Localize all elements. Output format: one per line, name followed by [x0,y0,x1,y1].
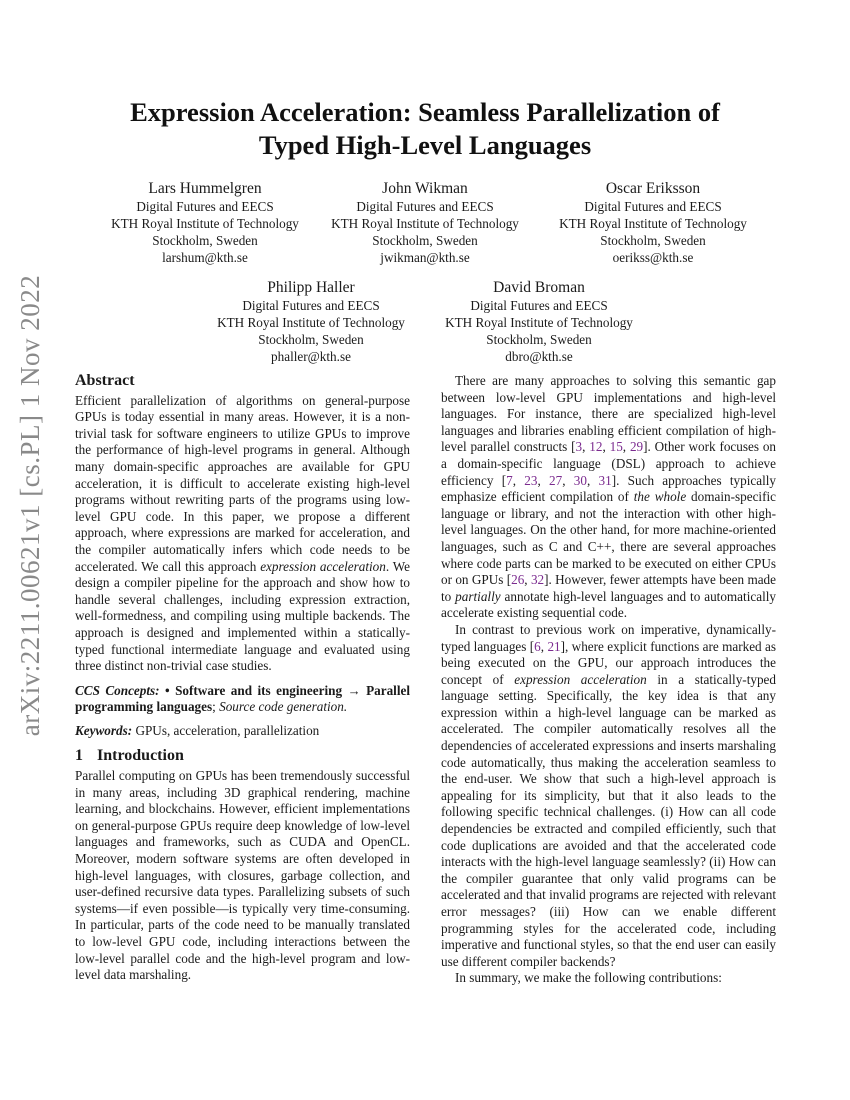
abstract-text-part: . We design a compiler pipeline for the approach and show how to handle several challenges, including expression extraction, well-formedness, and compiling using multiple backends. The approach is designed and implemented within a statically-typed functional intermediate language and evaluated using three distinct non-trivial case studies. [75,558,410,674]
citation-link[interactable]: 31 [598,472,612,488]
keywords-label: Keywords: [75,722,133,738]
author-email[interactable]: larshum@kth.se [162,250,248,265]
text-run: ]. Other work focuses on a domain-specific language (DSL) approach to achieve efficiency [ [441,439,777,488]
citation-link[interactable]: 15 [609,439,623,455]
text-run: annotate high-level languages and to automatically accelerate existing sequential code. [441,588,776,621]
text-run: in a statically-typed language setting. Specifically, the key idea is that any expression within a high-level language can be marked as accelerated. The compiler automatically resolves all the dependencies of accelerated expressions and inserts marshaling code automatically, thus making the acceleration seamless to the end-user. We show that such a high-level approach is appealing for its simplicity, but that it also leads to the following specific technical challenges. (i) How can all code dependencies be extracted and compiled efficiently, such that code duplications are avoided and that the accelerated code interacts with the high-level language seamlessly? (ii) How can the compiler guarantee that only valid programs can be accelerated and that invalid programs are rejected with relevant error messages? (iii) How can we enable different programming styles for the accelerated code, including imperative and functional styles, so that the end user can easily use different compiler backends? [441,671,776,969]
author-block [538,179,768,266]
title-line-2: Typed High-Level Languages [258,130,592,160]
keywords [75,723,410,740]
emphasis: partially [455,588,501,604]
citation-link[interactable]: 7 [506,472,513,488]
emphasis: expression acceleration [514,671,647,687]
paper-title [60,96,790,162]
abstract-heading: Abstract [75,372,135,389]
ccs-bullet: • [165,682,170,698]
right-column [441,373,776,987]
author-institution: KTH Royal Institute of Technology [445,315,633,330]
author-dept: Digital Futures and EECS [584,199,722,214]
citation-link[interactable]: 32 [530,572,545,588]
citation-link[interactable]: 23 [524,472,538,488]
author-location: Stockholm, Sweden [600,233,706,248]
author-institution: KTH Royal Institute of Technology [331,216,519,231]
author-email[interactable]: dbro@kth.se [505,349,573,364]
text-run: ]. Such approaches typically emphasize efficient compilation of [441,472,777,505]
section-number: 1 [75,747,83,765]
author-dept: Digital Futures and EECS [136,199,274,214]
title-line-1: Expression Acceleration: Seamless Parallelization of [130,97,720,127]
ccs-label: CCS Concepts: [75,682,160,698]
author-location: Stockholm, Sweden [258,332,364,347]
author-name: Lars Hummelgren [148,180,262,197]
text-run: There are many approaches to solving this semantic gap between low-level GPU implementations and high-level languages. For instance, there are specialized high-level languages and libraries enabling efficient compilation of high-level parallel constructs [ [441,373,776,455]
author-location: Stockholm, Sweden [152,233,258,248]
citation-link[interactable]: 6 [534,638,541,654]
abstract-text-part: Efficient parallelization of algorithms on general-purpose GPUs is today essential in many areas. However, it is a non-trivial task for software engineers to utilize GPUs to improve the performance of high-level programs in general. Although many domain-specific approaches are available for GPU acceleration, it is difficult to accelerate existing high-level programs without rewriting parts of the programs using low-level GPU code. In this paper, we propose a different approach, where expressions are marked for acceleration, and the compiler automatically infers which code needs to be accelerated. We call this approach [75,392,410,574]
author-name: David Broman [493,279,585,296]
arxiv-identifier: arXiv:2211.00621v1 [cs.PL] 1 Nov 2022 [15,274,46,736]
ccs-concepts [75,683,410,716]
citation-link[interactable]: 21 [547,638,561,654]
section-heading [75,748,410,765]
body-paragraph: In summary, we make the following contributions: [455,970,722,986]
left-column [75,373,410,984]
abstract-text [75,393,410,675]
arxiv-stamp [6,274,56,736]
body-paragraph: There are many approaches to solving this semantic gap between low-level GPU implementations and high-level languages. For instance, there are specialized high-level languages and libraries enabling efficient compilation of high-level parallel constructs [3, 12, 15, 29]. Other work focuses on a domain-specific language (DSL) approach to achieve efficiency [7, 23, 27, 30, 31]. Such approaches typically emphasize efficient compilation of the whole domain-specific language or library, and not the interaction with other high-level languages. On the other hand, for more machine-oriented languages, such as C and C++, there are several approaches where code parts can be marked to be executed on either CPUs or on GPUs [26, 32]. However, fewer attempts have been made to partially annotate high-level languages and to automatically accelerate existing sequential code. [441,373,777,621]
author-block [310,179,540,266]
abstract-emphasis: expression acceleration [260,558,386,574]
ccs-separator: ; [212,699,220,715]
citation-link[interactable]: 29 [629,439,644,455]
author-institution: KTH Royal Institute of Technology [111,216,299,231]
author-location: Stockholm, Sweden [486,332,592,347]
emphasis: the whole [633,489,687,505]
author-dept: Digital Futures and EECS [356,199,494,214]
citation-link[interactable]: 27 [549,472,563,488]
section-title: Introduction [97,747,184,765]
author-block [424,278,654,365]
citation-link[interactable]: 30 [573,472,587,488]
author-institution: KTH Royal Institute of Technology [559,216,747,231]
intro-paragraph: Parallel computing on GPUs has been tremendously successful in many areas, including 3D graphical rendering, machine learning, and blockchains. However, efficient implementations on general-purpose GPUs require deep knowledge of low-level languages and frameworks, such as CUDA and OpenCL. Moreover, modern software systems are often developed in high-level languages, with closures, garbage collection, and user-defined recursive data types. Parallelizing subsets of such systems—if even possible—is typically very time-consuming. In particular, parts of the code need to be manually translated to low-level GPU code, including interactions between the low-level parallel code and the high-level program and low-level data marshaling. [75,768,410,983]
author-email[interactable]: phaller@kth.se [271,349,351,364]
author-name: John Wikman [382,180,468,197]
ccs-subconcept: Source code generation. [219,699,348,715]
text-run: In contrast to previous work on imperative, dynamically-typed languages [ [441,621,776,654]
author-dept: Digital Futures and EECS [242,298,380,313]
citation-link[interactable]: 26 [511,572,525,588]
text-run: ]. However, fewer attempts have been made to [441,572,776,604]
author-email[interactable]: jwikman@kth.se [380,250,470,265]
author-name: Philipp Haller [267,279,355,296]
author-name: Oscar Eriksson [605,180,701,197]
text-run: domain-specific language or library, and not the interaction with other high-level languages. On the other hand, for more machine-oriented languages, such as C and C++, there are several approaches where code parts can be marked to be executed on either CPUs or on GPUs [ [441,489,777,588]
citation-link[interactable]: 3 [575,439,583,455]
ccs-concept: Software and its engineering → Parallel programming languages [75,682,411,715]
author-dept: Digital Futures and EECS [470,298,608,313]
citation-link[interactable]: 12 [589,439,603,455]
author-institution: KTH Royal Institute of Technology [217,315,405,330]
keywords-text: GPUs, acceleration, parallelization [135,722,320,738]
author-email[interactable]: oerikss@kth.se [612,250,694,265]
body-paragraph: In contrast to previous work on imperative, dynamically-typed languages [6, 21], where explicit functions are marked as being executed on the GPU, our approach introduces the concept of expression acceleration in a statically-typed language setting. Specifically, the key idea is that any expression within a high-level language can be marked as accelerated. The compiler automatically resolves all the dependencies of accelerated expressions and inserts marshaling code automatically, thus making the acceleration seamless to the end-user. We show that such a high-level approach is appealing for its simplicity, but that it also leads to the following specific technical challenges. (i) How can all code dependencies be extracted and compiled efficiently, such that code duplications are avoided and that the accelerated code interacts with the high-level language seamlessly? (ii) How can the compiler guarantee that only valid programs can be accelerated and that invalid programs are rejected with relevant error messages? (iii) How can we enable different programming styles for the accelerated code, including imperative and functional styles, so that the end user can easily use different compiler backends? [441,621,777,969]
author-location: Stockholm, Sweden [372,233,478,248]
author-block [196,278,426,365]
author-block [90,179,320,266]
text-run: ], where explicit functions are marked as being executed on the GPU, our approach introduces the concept of [441,638,777,687]
